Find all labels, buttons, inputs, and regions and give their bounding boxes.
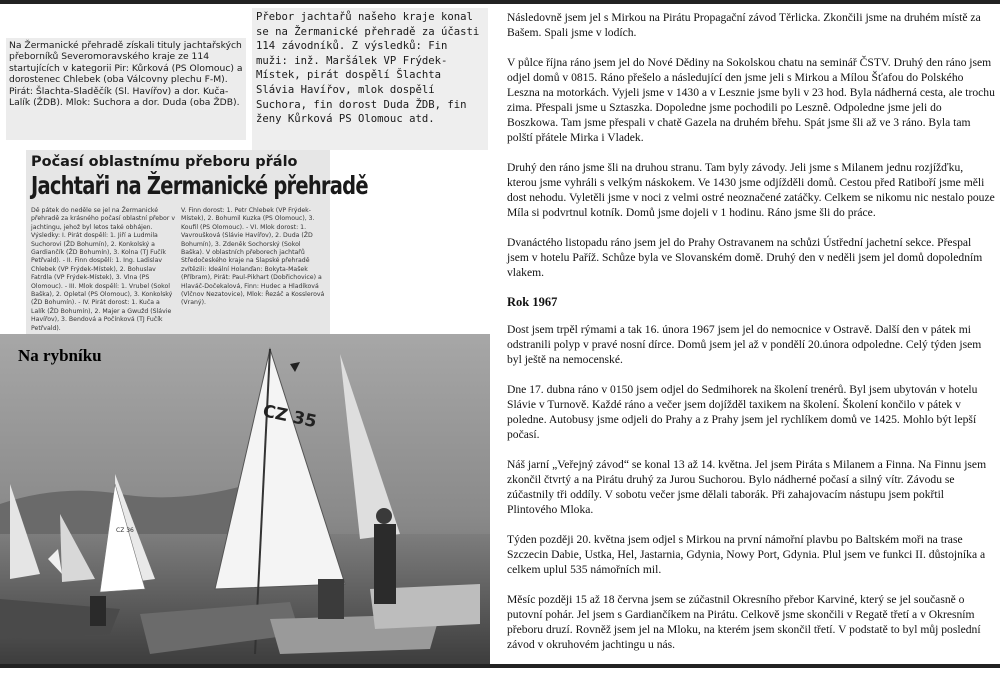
newspaper-clipping-results: [6, 38, 246, 140]
clipping-headline: Jachtaři na Žermanické přehradě: [31, 171, 368, 200]
sail-number: CZ 35: [260, 401, 319, 433]
person: [318, 579, 344, 619]
paragraph: Následovně jsem jel s Mirkou na Pirátu Propagační závod Těrlicka. Zkončili jsme na druhém místě za Bašem. Spali jsme v lodích.: [507, 11, 981, 40]
newspaper-clipping-article: [26, 150, 368, 334]
paragraph: V půlce října ráno jsem jel do Nové Dědiny na Sokolskou chatu na seminář ČSTV. Druhý den ráno jsem odjel domů v 0815. Ráno přešelo a následující den jsme jeli s Mirkou a Mílou Šťafou do Polského Leszna na motorkách. Vyjeli jsme v 1430 a v Lesznie jsme byli v 23 hod. Byla nádherná cesta, ale trochu zima. Přespali jsme u Sztaszka. Dopoledne jsme pochodili po Lesznê. Odpoledne jsme jeli do Boszkowa. Tam jsme přespali v chatě Gazela na druhém břehu. Spát jsme šli až ve 3 ráno. Byla tam polští přátele Mirka i Vladek.: [507, 55, 995, 145]
person: [90, 596, 106, 626]
paragraph: Náš jarní „Veřejný závod“ se konal 13 až 14. května. Jel jsem Piráta s Milanem a Finna. Na Finnu jsem zkončil čtvrtý a na Pirátu druhý za Jurou Suchorou. Bylo nádherné počasí a silný vítr. Závodu se zúčastnily tři oddíly. V sobotu večer jsme dělali taborák. Při zahajovacím nástupu jsem pokřtil Plintového Mloka.: [507, 457, 987, 516]
paragraph: Dne 17. dubna ráno v 0150 jsem odjel do Sedmihorek na školení trenérů. Byl jsem ubytován v hotelu Slávie v Turnově. Každé ráno a večer jsem dojížděl taxikem na školení. Školení končilo v pátek v poledne. Autobusy jsme odjeli do Prahy a z Prahy jsem jel rychlíkem domů ve 1425. Mohlo být lepší počasí.: [507, 382, 978, 442]
paragraph: Dvanáctého listopadu ráno jsem jel do Prahy Ostravanem na schůzi Ústřední jachetní sekce. Přespal jsem v hotelu Paříž. Schůze byla ve Slovanském domě. Druhý den v neděli jsem jel domů dopoledním vlakem.: [507, 235, 983, 280]
top-rule: [0, 0, 1000, 4]
newspaper-clipping-championship: [252, 8, 488, 150]
sail-number-small: CZ 36: [116, 527, 134, 534]
paragraph: Druhý den ráno jsme šli na druhou stranu. Tam byly závody. Jeli jsme s Milanem jednu rozjížďku, kterou jsme vyhráli s velkým náskokem. Ve 1430 jsme odjížděli domů. Cestou před Ratiboří jsme měli dost nehodu. Vyletěli jsme v noci z velmi ostré neoznačené zatáčky. Celkem se nikomu nic nestalo pouze Míla si podvrtnul kotník. Domů jsme dojeli v 1 hodinu. Ráno jsme šli do práce.: [507, 160, 995, 220]
photo-caption: Na rybníku: [18, 346, 102, 365]
clipping-text: Na Žermanické přehradě získali tituly jachtařských přeborníků Severomoravského kraje ze 114 startujících v kategorii Pir: Kůrková (PS Olomouc) a dorostenec Chlebek (oba Válcovny plechu F-M). Pirát: Šlachta-Sladěčík (Sl. Havířov) a dor. Kuča-Lalík (ŽDB). Mlok: Suchora a dor. Duda (oba ŽDB).: [9, 40, 243, 109]
memoir-text: [507, 10, 995, 667]
person-head: [376, 508, 392, 524]
year-heading: Rok 1967: [507, 294, 558, 309]
clipping-column: V. Finn dorost: 1. Petr Chlebek (VP Frýdek-Místek), 2. Bohumil Kuzka (PS Olomouc), 3. Koufil (PS Olomouc). - VI. Mlok dorost: 1. Vavroušková (Slávie Havířov), 2. Duda (ŽD Bohumín), 3. Zdeněk Sochorský (Sokol Baška). V oblastních přeborech jachtařů Středočeského kraje na Slapské přehradě zvítězili: Ideální Holanďan: Bokyta-Mašek (Příbram), Pirát: Paul-Pikhart (Dobřichovice) a Hlaváč-Dočekalová, Finn: Hudec a Hladíková (Vlčnov Nezatovice), Mlok: Řezáč a Kosslerová (Vraný).: [181, 207, 325, 307]
clipping-columns: [31, 207, 325, 332]
person: [374, 524, 396, 604]
clipping-column: Dě pátek do neděle se jel na Žermanické přehradě za krásného počasí oblastní přebor v jachtingu, jehož byl letos také obhájen. Výsledky: I. Pirát dospělí: 1. Jiří a Ludmila Suchorovi (ŽD Bohumín), 2. Konkolský a Gardiančík (ŽD Bohumín), 3. Kolna (TJ Fučík Petřvald). - II. Finn dospělí: 1. Ing. Ladislav Chlebek (VP Frýdek-Místek), 2. Bohuslav Fatrdla (VP Frýdek-Místek), 3. Vlna (PS Olomouc). - III. Mlok dospělí: 1. Vrubel (Sokol Baška), 2. Opletal (PS Olomouc), 3. Konkolský (ŽD Bohumín). - IV. Pirát dorost: 1. Kuča a Lalík (ŽD Bohumín), 2. Majer a Gwužd (Slávie Havířov), 3. Bendová a Počínková (TJ Fučík Petřvald).: [31, 207, 175, 332]
paragraph: Měsíc později 15 až 18 června jsem se zúčastnil Okresního přebor Karviné, který se jel současně o putovní pohár. Jel jsem s Gardiančíkem na Pirátu. Celkově jsme skončili v Regatě třetí a v Okresním přeboru druzí. Rovněž jsem jel na Mloku, na kterém jsem skončil třetí. V podstatě to byl můj poslední závod v okruhovém jachtingu u nás.: [507, 592, 981, 651]
clipping-text: Přebor jachtařů našeho kraje konal se na Žermanické přehradě za účasti 114 závodníků. Z výsledků: Fin muži: inž. Maršálek VP Frýdek-Místek, pirát dospělí Šlachta Slávia Havířov, mlok dospělí Suchora, fin dorost Duda ŽDB, fin ženy Kůrková PS Olomouc atd.: [256, 11, 480, 126]
sailing-photo: [0, 334, 490, 664]
bottom-rule: [0, 664, 1000, 668]
paragraph: Týden později 20. května jsem odjel s Mirkou na první námořní plavbu po Baltském moři na trase Szczecin Dabie, Ustka, Hel, Jastarnia, Gdynia, Nowy Port, Gdynia. Plul jsem ve funkci II. důstojníka a celkem uplul 535 námořních mil.: [507, 532, 986, 576]
clipping-subhead: Počasí oblastnímu přeboru přálo: [31, 154, 298, 170]
paragraph: Dost jsem trpěl rýmami a tak 16. února 1967 jsem jel do nemocnice v Ostravě. Další den v pátek mi odstranili polyp v pravé nosní dírce. Domů jsem jel až v pondělí 20.února odpoledne. Celý týden jsem byl ještě na nemocenské.: [507, 322, 982, 367]
sailing-photo-drawing: [0, 334, 490, 664]
